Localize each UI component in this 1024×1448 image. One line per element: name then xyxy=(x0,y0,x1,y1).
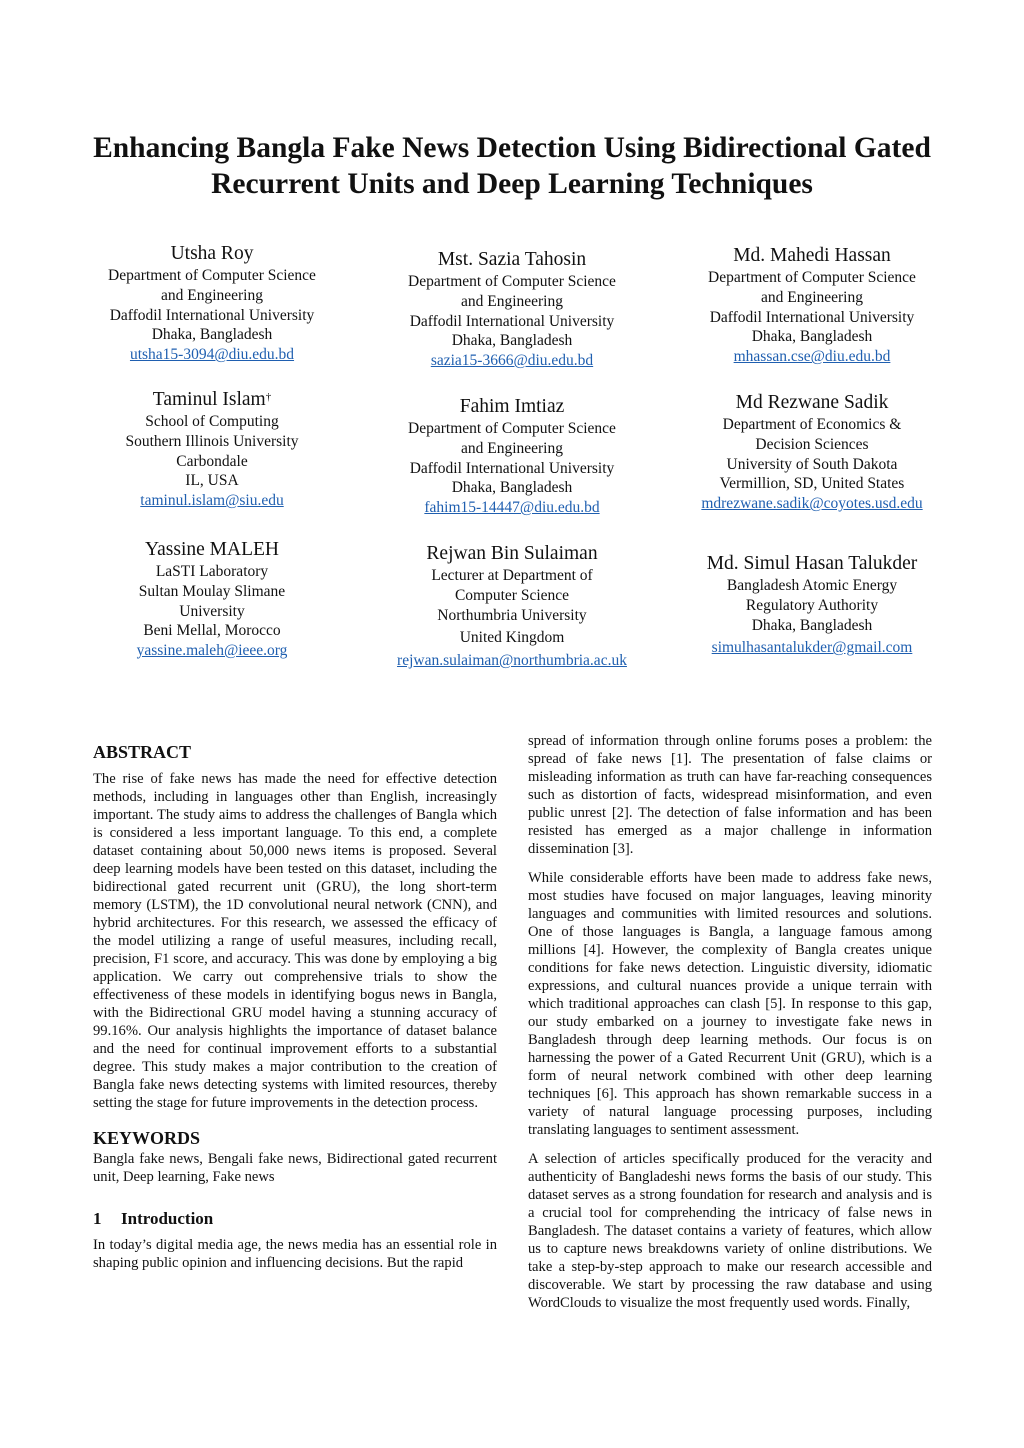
author-affiliation: Daffodil International University xyxy=(409,459,615,477)
author-email-link[interactable]: fahim15-14447@diu.edu.bd xyxy=(424,499,600,517)
paper-title: Enhancing Bangla Fake News Detection Using Bidirectional Gated Recurrent Units and Deep Learning Techniques xyxy=(93,132,931,200)
author-affiliation: Sultan Moulay Slimane xyxy=(138,582,286,600)
keywords-heading: KEYWORDS xyxy=(93,1128,201,1148)
author-affiliation: University xyxy=(179,602,245,620)
author-affiliation: Daffodil International University xyxy=(109,306,315,324)
author-affiliation: and Engineering xyxy=(760,288,863,306)
author-name-text: Taminul Islam xyxy=(152,389,266,410)
author-affiliation: Dhaka, Bangladesh xyxy=(751,328,873,346)
author-affiliation: and Engineering xyxy=(460,292,563,310)
author-name: Md Rezwane Sadik xyxy=(735,392,889,413)
author-affiliation: Dhaka, Bangladesh xyxy=(751,616,873,634)
right-column xyxy=(528,732,932,1312)
author-affiliation: Dhaka, Bangladesh xyxy=(451,332,573,350)
author-email-link[interactable]: rejwan.sulaiman@northumbria.ac.uk xyxy=(397,652,627,670)
left-column xyxy=(93,740,497,1272)
author-block-4 xyxy=(82,388,342,511)
author-affiliation: IL, USA xyxy=(185,472,239,490)
author-affiliation: Daffodil International University xyxy=(709,308,915,326)
author-block-8 xyxy=(388,542,636,671)
abstract-heading: ABSTRACT xyxy=(93,742,192,762)
author-affiliation: Beni Mellal, Morocco xyxy=(143,622,281,640)
abstract-text: The rise of fake news has made the need for effective detection methods, including in languages other than English, increasingly important. The study aims to address the challenges of Bangla which is considered a less important language. To this end, a complete dataset containing about 50,000 news items is proposed. Several deep learning models have been tested on this dataset, including the bidirectional gated recurrent unit (GRU), the long short-term memory (LSTM), the 1D convolutional neural network (CNN), and hybrid architectures. For this research, we assessed the efficacy of the model utilizing a range of useful measures, including recall, precision, F1 score, and accuracy. This was done by employing a big application. We carry out comprehensive trials to show the effectiveness of these models in identifying bogus news in Bangla, with the Bidirectional GRU model having a stunning accuracy of 99.16%. Our analysis highlights the importance of dataset balance and the need for continual improvement efforts to a substantial degree. This study makes a major contribution to the creation of Bangla fake news detecting systems with limited resources, thereby setting the stage for future improvements in the detection process. xyxy=(93,771,497,1111)
author-name: Md. Simul Hasan Talukder xyxy=(706,553,918,574)
author-block-2 xyxy=(382,248,642,371)
intro-paragraph-3: A selection of articles specifically produced for the veracity and authenticity of Bangladeshi news forms the basis of our study. This dataset serves as a strong foundation for research and analysis and is a crucial tool for comprehending the intricacy of false news in Bangladesh. The dataset contains a variety of features, which allow us to capture news breakdowns variety of online distributions. We take a step-by-step approach to make our research accessible and discoverable. We start by processing the raw database and using WordClouds to visualize the most frequently used words. Finally, xyxy=(528,1151,932,1311)
author-affiliation: Lecturer at Department of xyxy=(431,567,593,584)
author-name: Mst. Sazia Tahosin xyxy=(437,249,587,270)
dagger-mark: † xyxy=(265,391,272,403)
author-email-link[interactable]: sazia15-3666@diu.edu.bd xyxy=(430,352,594,370)
author-affiliation: United Kingdom xyxy=(459,629,565,647)
author-affiliation: Northumbria University xyxy=(437,606,587,624)
author-affiliation: Department of Computer Science xyxy=(108,267,316,284)
author-name xyxy=(82,388,342,411)
author-affiliation: Daffodil International University xyxy=(409,312,615,330)
author-email-link[interactable]: simulhasantalukder@gmail.com xyxy=(711,639,913,657)
author-affiliation: Dhaka, Bangladesh xyxy=(151,326,273,344)
author-email-link[interactable]: mhassan.cse@diu.edu.bd xyxy=(733,348,891,366)
author-name: Yassine MALEH xyxy=(145,539,279,560)
intro-paragraph-2: While considerable efforts have been made to address fake news, most studies have focused on major languages, leaving minority languages and communities with limited resources and solutions. One of those languages is Bangla, a language famous among millions [4]. However, the complexity of Bangla creates unique conditions for fake news detection. Linguistic diversity, idiomatic expressions, and cultural nuances provide a unique terrain with which traditional approaches can clash [5]. In response to this gap, our study embarked on a journey to investigate fake news in Bangladesh through deep learning methods. Our focus is on harnessing the power of a Gated Recurrent Unit (GRU), which is a form of neural network combined with other deep learning techniques [6]. This approach has shown remarkable success in a variety of natural language processing purposes, including translating languages to sentiment assessment. xyxy=(528,870,932,1138)
author-block-7 xyxy=(82,538,342,661)
author-block-9 xyxy=(682,552,942,658)
author-affiliation: University of South Dakota xyxy=(726,455,898,473)
author-affiliation: Carbondale xyxy=(176,452,248,470)
paragraph-gap xyxy=(528,858,932,869)
author-email-link[interactable]: utsha15-3094@diu.edu.bd xyxy=(129,346,295,364)
author-block-5 xyxy=(382,395,642,518)
author-affiliation: Vermillion, SD, United States xyxy=(719,475,905,493)
author-name: Fahim Imtiaz xyxy=(459,396,565,417)
author-affiliation: and Engineering xyxy=(160,286,263,304)
keywords-text: Bangla fake news, Bengali fake news, Bidirectional gated recurrent unit, Deep learning, Fake news xyxy=(93,1151,497,1185)
author-affiliation: Department of Computer Science xyxy=(708,269,916,286)
author-affiliation: School of Computing xyxy=(145,413,279,430)
author-affiliation: Department of Computer Science xyxy=(408,420,616,437)
author-email-link[interactable]: yassine.maleh@ieee.org xyxy=(136,642,288,660)
author-affiliation: Regulatory Authority xyxy=(745,596,879,614)
author-affiliation: Department of Economics & xyxy=(722,416,902,433)
author-name: Md. Mahedi Hassan xyxy=(733,245,891,266)
author-block-6 xyxy=(688,391,936,514)
author-affiliation: Bangladesh Atomic Energy xyxy=(726,577,898,594)
author-email-link[interactable]: taminul.islam@siu.edu xyxy=(140,492,284,510)
intro-paragraph-1-start: In today’s digital media age, the news media has an essential role in shaping public opinion and influencing decisions. But the rapid xyxy=(93,1237,497,1271)
author-affiliation: Dhaka, Bangladesh xyxy=(451,479,573,497)
author-name: Rejwan Bin Sulaiman xyxy=(426,543,598,564)
section-heading-introduction xyxy=(93,1208,497,1230)
author-block-3 xyxy=(682,244,942,367)
section-title: Introduction xyxy=(121,1209,214,1228)
author-email-link[interactable]: mdrezwane.sadik@coyotes.usd.edu xyxy=(701,495,923,513)
author-affiliation: Department of Computer Science xyxy=(408,273,616,290)
author-affiliation: Computer Science xyxy=(454,586,570,604)
author-affiliation: Southern Illinois University xyxy=(125,432,299,450)
author-affiliation: LaSTI Laboratory xyxy=(155,563,269,580)
intro-paragraph-1-continued: spread of information through online forums poses a problem: the spread of fake news [1]. The presentation of false claims or misleading information as truth can have far-reaching consequences such as distortion of facts, widespread misinformation, and even public unrest [2]. The detection of false information and has been resisted has emerged as a major challenge in information dissemination [3]. xyxy=(528,733,932,857)
author-block-1 xyxy=(82,242,342,365)
author-affiliation: Decision Sciences xyxy=(755,435,869,453)
section-number: 1 xyxy=(93,1209,102,1228)
author-name: Utsha Roy xyxy=(170,243,254,264)
paragraph-gap xyxy=(528,1139,932,1150)
author-affiliation: and Engineering xyxy=(460,439,563,457)
